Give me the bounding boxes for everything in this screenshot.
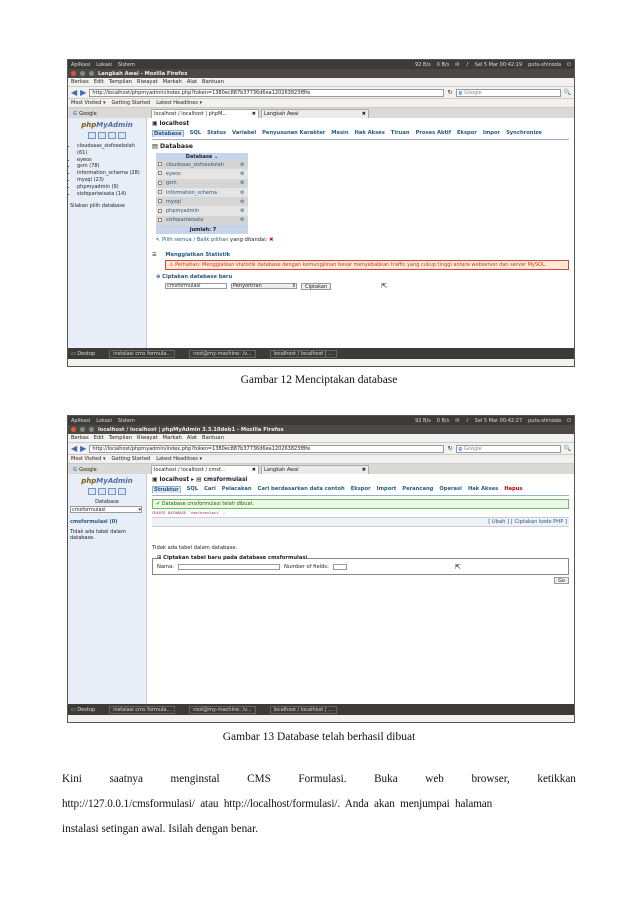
- minimize-window-button[interactable]: [80, 427, 85, 432]
- breadcrumb: [152, 121, 569, 127]
- fields-count-input[interactable]: [333, 564, 347, 570]
- google-toolbar[interactable]: [71, 109, 149, 118]
- sidebar-note: Tidak ada tabel dalam database.: [70, 529, 126, 541]
- db-name[interactable]: cloudsaas_sisfosekolah: [164, 160, 238, 169]
- tab-sql[interactable]: SQL: [186, 486, 199, 492]
- mouse-cursor-icon: ⇱: [454, 563, 461, 571]
- database-icon: ▤: [152, 143, 161, 150]
- table-name-input[interactable]: [178, 564, 280, 570]
- tab-hapus[interactable]: Hapus: [504, 486, 523, 492]
- db-name[interactable]: phpmyadmin: [164, 206, 238, 215]
- search-icon[interactable]: 🔍: [563, 445, 571, 452]
- chevron-right-icon: ▸: [191, 477, 197, 483]
- clock[interactable]: Sel 5 Mar 00:42:19: [474, 61, 523, 68]
- privileges-icon[interactable]: ⚙: [238, 188, 248, 197]
- privileges-icon[interactable]: ⚙: [238, 206, 248, 215]
- row-checkbox[interactable]: [158, 190, 162, 194]
- menu-tampilan[interactable]: Tampilan: [108, 435, 132, 441]
- tab-synchronize[interactable]: Synchronize: [506, 130, 542, 136]
- tab-mesin[interactable]: Mesin: [331, 130, 349, 136]
- net-down: 92 B/s: [415, 61, 431, 68]
- menu-berkas[interactable]: Berkas: [71, 435, 89, 441]
- window-titlebar: [68, 425, 574, 434]
- sidebar-icon-buttons: [70, 132, 144, 139]
- tab-label: localhost / localhost / cmsf...: [154, 467, 226, 473]
- minimize-window-button[interactable]: [80, 71, 85, 76]
- sidebar-db[interactable]: • information_schema (28): [77, 170, 144, 177]
- table-row: [156, 169, 248, 178]
- table-row: [156, 179, 248, 188]
- row-checkbox[interactable]: [158, 209, 162, 213]
- task-terminal[interactable]: root@my-machine: /v...: [189, 350, 255, 358]
- screenshot-create-database: [67, 59, 575, 367]
- tab-hak-akses[interactable]: Hak Akses: [467, 486, 499, 492]
- warning-text: Perhatian: Menggiatkan statistik database dengan kemungkinan besar menyebabkan traffic yang cukup tinggi antara webserver dan server MySQL.: [175, 262, 547, 269]
- figure-caption-13: Gambar 13 Database telah berhasil dibuat: [222, 731, 416, 743]
- google-icon: G: [73, 110, 78, 117]
- google-icon: g: [458, 445, 463, 452]
- database-table: [156, 153, 248, 234]
- menu-markah[interactable]: Markah: [162, 79, 182, 85]
- paragraph-line-3: instalasi setingan awal. Isilah dengan benar.: [62, 823, 259, 835]
- pma-sidebar: [68, 474, 147, 704]
- tab-bar: [68, 464, 574, 474]
- table-row: [156, 188, 248, 197]
- sidebar-note: Silakan pilih database: [70, 203, 125, 210]
- google-icon: g: [458, 89, 463, 96]
- tab-label: localhost / localhost | phpM...: [154, 111, 228, 117]
- os-menu-apps[interactable]: Aplikasi: [71, 61, 91, 68]
- go-row: [152, 577, 569, 584]
- db-name[interactable]: eyeos: [164, 169, 238, 178]
- figure-caption-12: Gambar 12 Menciptakan database: [240, 374, 398, 386]
- db-name[interactable]: gsm: [164, 179, 238, 188]
- user-name[interactable]: putu-shinoda: [528, 61, 562, 68]
- reload-icon[interactable]: ↻: [447, 445, 453, 452]
- net-up: 0 B/s: [436, 417, 450, 424]
- tab-charset[interactable]: Penyusunan Karakter: [262, 130, 326, 136]
- tab-langkah-awal[interactable]: [261, 109, 369, 118]
- navigation-bar: [68, 443, 574, 455]
- create-db-button[interactable]: Ciptakan: [301, 283, 331, 290]
- row-checkbox[interactable]: [158, 171, 162, 175]
- task-document[interactable]: instalasi cms formula...: [109, 706, 175, 714]
- close-window-button[interactable]: [71, 71, 76, 76]
- bookmark-most-visited[interactable]: Most Visited ▾: [71, 100, 106, 106]
- tab-status[interactable]: Status: [207, 130, 227, 136]
- tab-langkah-awal[interactable]: [261, 465, 369, 474]
- reload-icon[interactable]: [118, 488, 126, 495]
- os-menu-places[interactable]: Lokasi: [96, 61, 112, 68]
- sidebar-db[interactable]: • eyeos: [77, 157, 144, 164]
- os-menu-system[interactable]: Sistem: [117, 61, 135, 68]
- check-all-row: [156, 237, 569, 243]
- task-firefox[interactable]: localhost / localhost | ...: [270, 350, 337, 358]
- table-row: [156, 197, 248, 206]
- table-row: [156, 216, 248, 225]
- search-box[interactable]: [456, 89, 561, 97]
- server-icon: ▣: [152, 121, 160, 127]
- table-row: [156, 206, 248, 215]
- window-title: localhost / localhost | phpMyAdmin 3.3.10deb1 - Mozilla Firefox: [98, 426, 284, 433]
- chevron-down-icon: ▾: [138, 507, 141, 513]
- db-total: Jumlah: 7: [156, 225, 248, 234]
- sidebar-db[interactable]: • gsm (78): [77, 163, 144, 170]
- forward-icon[interactable]: ▶: [80, 87, 87, 97]
- create-table-legend: ⊞ Ciptakan tabel baru pada database cmsformulasi: [157, 555, 308, 561]
- privileges-icon[interactable]: ⚙: [238, 160, 248, 169]
- breadcrumb: [152, 477, 569, 483]
- table-name-label: Nama:: [157, 564, 175, 570]
- menu-edit[interactable]: Edit: [93, 435, 104, 441]
- search-icon[interactable]: 🔍: [563, 89, 571, 96]
- sidebar-db[interactable]: • mysql (23): [77, 177, 144, 184]
- check-all-link[interactable]: Pilih semua / Balik pilihan: [162, 237, 229, 244]
- home-icon[interactable]: [88, 132, 96, 139]
- sidebar-db[interactable]: • phpmyadmin (9): [77, 184, 144, 191]
- google-label: Google: [79, 466, 97, 473]
- tab-ekspor[interactable]: Ekspor: [350, 486, 371, 492]
- power-icon[interactable]: ⏻: [567, 61, 571, 68]
- close-tab-icon[interactable]: ✖: [361, 467, 366, 473]
- mail-icon[interactable]: ✉: [455, 417, 460, 424]
- close-tab-icon[interactable]: ✖: [361, 111, 366, 117]
- stats-icon: ☰: [152, 252, 159, 259]
- os-menu-apps[interactable]: Aplikasi: [71, 417, 91, 424]
- warning-box: [165, 260, 569, 270]
- tab-label: Langkah Awal: [264, 467, 299, 473]
- enable-stats-link[interactable]: Menggiatkan Statistik: [165, 252, 231, 259]
- close-window-button[interactable]: [71, 427, 76, 432]
- no-tables-text: Tidak ada tabel dalam database.: [152, 545, 238, 551]
- tab-bar: [68, 108, 574, 118]
- warning-icon: ⚠: [169, 262, 176, 269]
- privileges-icon[interactable]: ⚙: [238, 216, 248, 225]
- maximize-window-button[interactable]: [89, 71, 94, 76]
- tab-perancang[interactable]: Perancang: [402, 486, 434, 492]
- database-icon: ▤: [196, 477, 204, 483]
- home-icon[interactable]: [88, 488, 96, 495]
- window-titlebar: [68, 69, 574, 78]
- task-firefox[interactable]: localhost / localhost | ...: [270, 706, 337, 714]
- url-bar[interactable]: [89, 445, 444, 453]
- tab-pelacakan[interactable]: Pelacakan: [221, 486, 252, 492]
- screenshot-database-created: [67, 415, 575, 723]
- tab-impor[interactable]: Impor: [482, 130, 501, 136]
- tab-phpmyadmin[interactable]: [151, 109, 259, 118]
- drop-icon[interactable]: ✖: [269, 237, 274, 244]
- success-message: [152, 499, 569, 509]
- back-icon[interactable]: ◀: [71, 443, 78, 453]
- docs-icon[interactable]: [108, 132, 116, 139]
- table-row: [156, 160, 248, 169]
- tab-variabel[interactable]: Variabel: [232, 130, 257, 136]
- os-taskbar: [68, 704, 574, 715]
- sql-icon[interactable]: [98, 488, 106, 495]
- google-toolbar[interactable]: [71, 465, 149, 474]
- create-db-form: [165, 282, 569, 290]
- page-content: [68, 118, 574, 348]
- google-label: Google: [79, 110, 97, 117]
- body-paragraph: [62, 767, 576, 842]
- row-checkbox[interactable]: [158, 199, 162, 203]
- pma-main: [147, 474, 574, 704]
- task-desktop[interactable]: ▭ Destop: [71, 350, 96, 357]
- task-terminal[interactable]: root@my-machine: /v...: [189, 706, 255, 714]
- tab-query[interactable]: Cari berdasarkan data contoh: [257, 486, 345, 492]
- power-icon[interactable]: ⏻: [567, 417, 571, 424]
- stats-row: [152, 252, 569, 258]
- collation-select[interactable]: [231, 283, 297, 289]
- pma-tabs: [152, 486, 569, 496]
- db-name[interactable]: information_schema: [164, 188, 238, 197]
- back-icon[interactable]: ◀: [71, 87, 78, 97]
- menu-riwayat[interactable]: Riwayat: [136, 435, 158, 441]
- breadcrumb-server[interactable]: localhost: [159, 121, 190, 127]
- url-bar[interactable]: [89, 89, 444, 97]
- os-menu-system[interactable]: Sistem: [117, 417, 135, 424]
- net-down: 92 B/s: [415, 417, 431, 424]
- url-text: http://localhost/phpmyadmin/index.php?token=1380ec887b37736d6ea120263823f8fe: [92, 89, 311, 96]
- db-column-header[interactable]: Database ⌄: [156, 153, 248, 160]
- menu-bantuan[interactable]: Bantuan: [202, 79, 224, 85]
- menu-riwayat[interactable]: Riwayat: [136, 79, 158, 85]
- phpmyadmin-logo: phpMyAdmin: [81, 121, 133, 129]
- section-heading: ▤ Database: [152, 143, 193, 150]
- bookmarks-bar: [68, 455, 574, 464]
- collation-label: Penyortiran: [233, 283, 262, 290]
- menu-alat[interactable]: Alat: [186, 79, 198, 85]
- tab-ekspor[interactable]: Ekspor: [456, 130, 477, 136]
- tab-database[interactable]: Database: [154, 131, 182, 137]
- menu-markah[interactable]: Markah: [162, 435, 182, 441]
- os-taskbar: [68, 348, 574, 359]
- mouse-cursor-icon: ⇱: [381, 282, 387, 291]
- query-links[interactable]: [ Ubah ] [ Ciptakan kode PHP ]: [152, 517, 569, 527]
- menu-berkas[interactable]: Berkas: [71, 79, 89, 85]
- os-top-panel: [68, 416, 574, 425]
- search-placeholder: Google: [464, 89, 482, 96]
- os-menu-places[interactable]: Lokasi: [96, 417, 112, 424]
- search-box[interactable]: [456, 445, 561, 453]
- phpmyadmin-logo: phpMyAdmin: [81, 477, 133, 485]
- paragraph-line-2: http://127.0.0.1/cmsformulasi/ atau http://localhost/formulasi/. Anda akan menjumpai halaman: [62, 798, 493, 810]
- menu-alat[interactable]: Alat: [186, 435, 198, 441]
- mail-icon[interactable]: ✉: [455, 61, 460, 68]
- maximize-window-button[interactable]: [89, 427, 94, 432]
- db-name-input[interactable]: cmsformulasi: [165, 283, 227, 289]
- browser-menubar: [68, 78, 574, 87]
- net-up: 0 B/s: [436, 61, 450, 68]
- server-icon: ▣: [152, 477, 160, 483]
- sql-query: CREATE DATABASE `cmsformulasi` ;: [152, 510, 226, 515]
- new-db-icon: ⊕: [156, 274, 163, 281]
- sidebar-db-link[interactable]: cmsformulasi (0): [70, 519, 118, 525]
- paragraph-line-1: Kini saatnya menginstal CMS Formulasi. Buka web browser, ketikkan: [62, 773, 576, 785]
- volume-icon[interactable]: ♪: [465, 61, 469, 68]
- create-table-fieldset: [152, 555, 569, 575]
- tab-hak-akses[interactable]: Hak Akses: [354, 130, 385, 136]
- volume-icon[interactable]: ♪: [465, 417, 469, 424]
- sidebar-db-list: [70, 143, 144, 197]
- os-top-panel: [68, 60, 574, 69]
- user-name[interactable]: putu-shinoda: [528, 417, 562, 424]
- bookmark-latest-headlines[interactable]: Latest Headlines ▾: [156, 100, 203, 106]
- sidebar-icon-buttons: [70, 488, 144, 495]
- breadcrumb-server[interactable]: localhost: [159, 477, 190, 483]
- go-button[interactable]: Go: [554, 577, 569, 584]
- privileges-icon[interactable]: ⚙: [238, 169, 248, 178]
- row-checkbox[interactable]: [158, 181, 162, 185]
- tab-import[interactable]: Import: [376, 486, 397, 492]
- chevron-down-icon: ⇕: [291, 283, 296, 290]
- sidebar-db-select[interactable]: [70, 506, 142, 513]
- tab-proses[interactable]: Proses Aktif: [415, 130, 451, 136]
- window-title: Langkah Awal - Mozilla Firefox: [98, 70, 188, 77]
- breadcrumb-db[interactable]: cmsformulasi: [203, 477, 248, 483]
- sidebar-db-label: Database: [95, 499, 119, 505]
- tab-phpmyadmin[interactable]: [151, 465, 259, 474]
- menu-bantuan[interactable]: Bantuan: [202, 435, 224, 441]
- forward-icon[interactable]: ▶: [80, 443, 87, 453]
- url-text: http://localhost/phpmyadmin/index.php?token=1380ec887b37736d6ea120263823f8fe: [92, 445, 311, 452]
- bookmark-most-visited[interactable]: Most Visited ▾: [71, 456, 106, 462]
- task-desktop[interactable]: ▭ Destop: [71, 706, 96, 713]
- desktop-icon: ▭: [71, 350, 78, 357]
- db-name[interactable]: sisfopariwisata: [164, 216, 238, 225]
- sidebar-db[interactable]: • sisfopariwisata (14): [77, 191, 144, 198]
- tab-operasi[interactable]: Operasi: [439, 486, 462, 492]
- menu-edit[interactable]: Edit: [93, 79, 104, 85]
- docs-icon[interactable]: [108, 488, 116, 495]
- select-value: cmsformulasi: [72, 507, 106, 513]
- bookmark-getting-started[interactable]: Getting Started: [111, 100, 151, 106]
- row-checkbox[interactable]: [158, 162, 162, 166]
- reload-icon[interactable]: ↻: [447, 89, 453, 96]
- google-icon: G: [73, 466, 78, 473]
- check-selected-label: yang ditandai:: [230, 237, 268, 244]
- create-table-row: [157, 563, 564, 571]
- check-icon: ✔: [156, 501, 162, 507]
- search-placeholder: Google: [464, 445, 482, 452]
- tab-struktur[interactable]: Struktur: [154, 487, 179, 493]
- bookmarks-bar: [68, 99, 574, 108]
- bookmark-latest-headlines[interactable]: Latest Headlines ▾: [156, 456, 203, 462]
- navigation-bar: [68, 87, 574, 99]
- reload-icon[interactable]: [118, 132, 126, 139]
- browser-menubar: [68, 434, 574, 443]
- create-db-label: ⊕ Ciptakan database baru: [156, 274, 233, 281]
- tab-label: Langkah Awal: [264, 111, 299, 117]
- menu-tampilan[interactable]: Tampilan: [108, 79, 132, 85]
- tab-tiruan[interactable]: Tiruan: [390, 130, 410, 136]
- task-document[interactable]: instalasi cms formula...: [109, 350, 175, 358]
- sidebar-db[interactable]: • cloudsaas_sisfosekolah (61): [77, 143, 144, 157]
- row-checkbox[interactable]: [158, 218, 162, 222]
- privileges-icon[interactable]: ⚙: [238, 179, 248, 188]
- desktop-icon: ▭: [71, 706, 78, 713]
- close-tab-icon[interactable]: ✖: [251, 467, 256, 473]
- sql-icon[interactable]: [98, 132, 106, 139]
- pma-main: [147, 118, 574, 348]
- arrow-up-icon: ↖: [156, 237, 162, 244]
- fields-label: Number of fields:: [284, 564, 329, 570]
- page-content: [68, 474, 574, 704]
- tab-cari[interactable]: Cari: [204, 486, 216, 492]
- clock[interactable]: Sel 5 Mar 00:42:27: [474, 417, 523, 424]
- db-name[interactable]: mysql: [164, 197, 238, 206]
- tab-sql[interactable]: SQL: [189, 130, 202, 136]
- pma-tabs: [152, 130, 569, 140]
- privileges-icon[interactable]: ⚙: [238, 197, 248, 206]
- bookmark-getting-started[interactable]: Getting Started: [111, 456, 151, 462]
- new-table-icon: ⊞: [157, 555, 164, 561]
- success-text: Database cmsformulasi telah dibuat.: [161, 501, 255, 507]
- close-tab-icon[interactable]: ✖: [251, 111, 256, 117]
- pma-sidebar: [68, 118, 147, 348]
